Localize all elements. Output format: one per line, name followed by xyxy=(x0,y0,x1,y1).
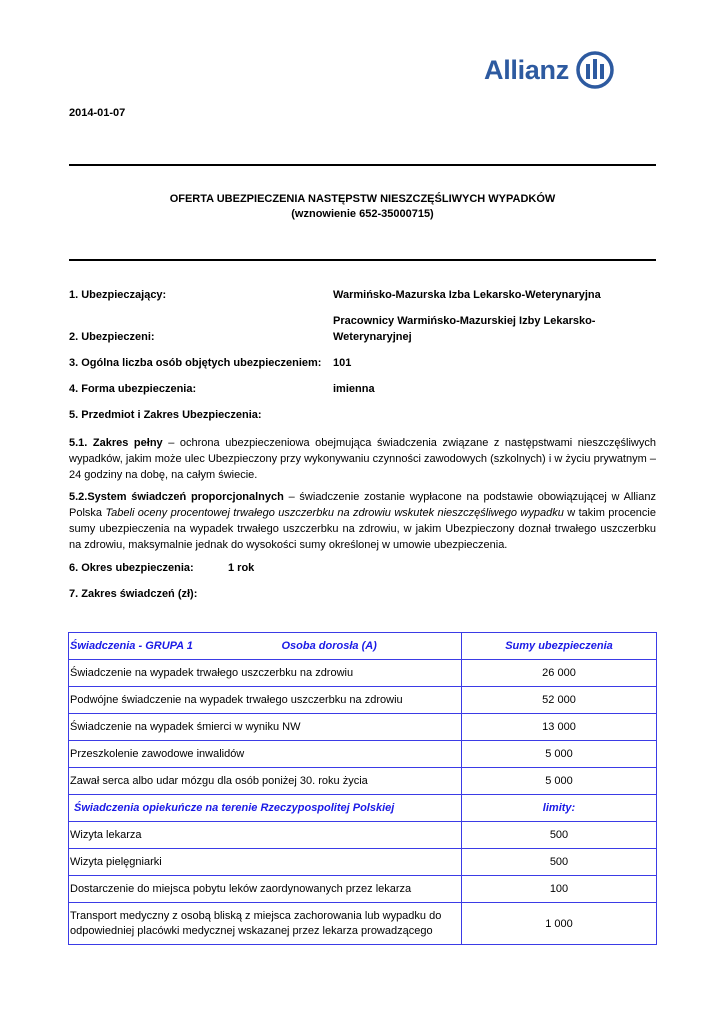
row-value: 1 000 xyxy=(462,903,657,945)
table-row xyxy=(69,822,657,849)
table-row xyxy=(69,687,657,714)
row-label: Świadczenie na wypadek trwałego uszczerbku na zdrowiu xyxy=(69,660,462,687)
header-limits-label: limity: xyxy=(462,795,657,822)
section-5-2-text-b: w takim procencie sumy ubezpieczenia na wypadek trwałego uszczerbku na zdrowiu, w jakim Ubezpieczony doznał trwałego uszczerbku na zdrowiu, maksymalnie jednak do wysokości sumy określonej w umowie ubezpieczenia. xyxy=(69,507,656,551)
forma-value: imienna xyxy=(333,383,375,395)
section-5-1-text: – ochrona ubezpieczeniowa obejmująca świadczenia związane z następstwami nieszczęśliwych wypadków, jakim może ulec Ubezpieczony przy wykonywaniu czynności zawodowych (szkolnych) i w życiu prywatnym – 24 godziny na dobę, na całym świecie. xyxy=(69,437,656,481)
table-header-group2 xyxy=(69,795,657,822)
header-sums-label: Sumy ubezpieczenia xyxy=(462,633,657,660)
row-value: 13 000 xyxy=(462,714,657,741)
ubezpieczeni-value-line2: Weterynaryjnej xyxy=(333,331,412,343)
table-header-group1 xyxy=(69,633,657,660)
allianz-logo xyxy=(484,50,615,90)
row-label: Wizyta lekarza xyxy=(69,822,462,849)
forma-label: 4. Forma ubezpieczenia: xyxy=(69,383,197,395)
zakres-label: 7. Zakres świadczeń (zł): xyxy=(69,588,198,600)
przedmiot-label: 5. Przedmiot i Zakres Ubezpieczenia: xyxy=(69,409,262,421)
ubezpieczeni-value-line1: Pracownicy Warmińsko-Mazurskiej Izby Lekarsko- xyxy=(333,315,596,327)
allianz-eagle-icon xyxy=(575,50,615,90)
divider-top xyxy=(69,164,656,166)
liczba-label: 3. Ogólna liczba osób objętych ubezpieczeniem: xyxy=(69,357,322,369)
row-label: Świadczenie na wypadek śmierci w wyniku NW xyxy=(69,714,462,741)
header-group-label: Świadczenia - GRUPA 1 xyxy=(70,640,193,652)
row-label: Zawał serca albo udar mózgu dla osób poniżej 30. roku życia xyxy=(69,768,462,795)
header-care-label: Świadczenia opiekuńcze na terenie Rzeczypospolitej Polskiej xyxy=(69,795,462,822)
table-row xyxy=(69,768,657,795)
document-date: 2014-01-07 xyxy=(69,107,126,119)
row-label: Transport medyczny z osobą bliską z miejsca zachorowania lub wypadku do odpowiedniej placówki medycznej wskazanej przez lekarza prowadzącego xyxy=(69,903,462,945)
ubezpieczajacy-label: 1. Ubezpieczający: xyxy=(69,289,167,301)
offer-subtitle: (wznowienie 652-35000715) xyxy=(291,208,434,220)
row-value: 100 xyxy=(462,876,657,903)
row-value: 52 000 xyxy=(462,687,657,714)
row-value: 500 xyxy=(462,822,657,849)
row-value: 26 000 xyxy=(462,660,657,687)
offer-title: OFERTA UBEZPIECZENIA NASTĘPSTW NIESZCZĘŚLIWYCH WYPADKÓW xyxy=(169,193,556,205)
table-row xyxy=(69,876,657,903)
divider-bottom xyxy=(69,259,656,261)
section-5-2 xyxy=(69,489,656,553)
table-header-cell xyxy=(69,633,462,660)
row-label: Wizyta pielęgniarki xyxy=(69,849,462,876)
section-5-1 xyxy=(69,435,656,483)
section-5-2-text-a: – świadczenie zostanie wypłacone na podstawie obowiązującej w Allianz Polska xyxy=(69,491,656,519)
benefits-table xyxy=(68,632,657,945)
table-row xyxy=(69,903,657,945)
ubezpieczeni-label: 2. Ubezpieczeni: xyxy=(69,331,155,343)
okres-value: 1 rok xyxy=(228,562,255,574)
liczba-value: 101 xyxy=(333,357,352,369)
table-row xyxy=(69,714,657,741)
okres-label: 6. Okres ubezpieczenia: xyxy=(69,562,194,574)
row-value: 5 000 xyxy=(462,741,657,768)
section-5-2-text-italic: Tabeli oceny procentowej trwałego uszczerbku na zdrowiu wskutek nieszczęśliwego wypadku xyxy=(105,507,564,519)
ubezpieczajacy-value: Warmińsko-Mazurska Izba Lekarsko-Weterynaryjna xyxy=(333,289,601,301)
section-5-2-heading: 5.2.System świadczeń proporcjonalnych xyxy=(69,491,284,503)
table-row xyxy=(69,741,657,768)
row-label: Dostarczenie do miejsca pobytu leków zaordynowanych przez lekarza xyxy=(69,876,462,903)
logo-text: Allianz xyxy=(484,54,569,85)
row-value: 5 000 xyxy=(462,768,657,795)
table-row xyxy=(69,660,657,687)
header-adult-label: Osoba dorosła (A) xyxy=(281,640,377,652)
row-label: Podwójne świadczenie na wypadek trwałego uszczerbku na zdrowiu xyxy=(69,687,462,714)
row-value: 500 xyxy=(462,849,657,876)
row-label: Przeszkolenie zawodowe inwalidów xyxy=(69,741,462,768)
section-5-1-heading: 5.1. Zakres pełny xyxy=(69,437,163,449)
table-row xyxy=(69,849,657,876)
